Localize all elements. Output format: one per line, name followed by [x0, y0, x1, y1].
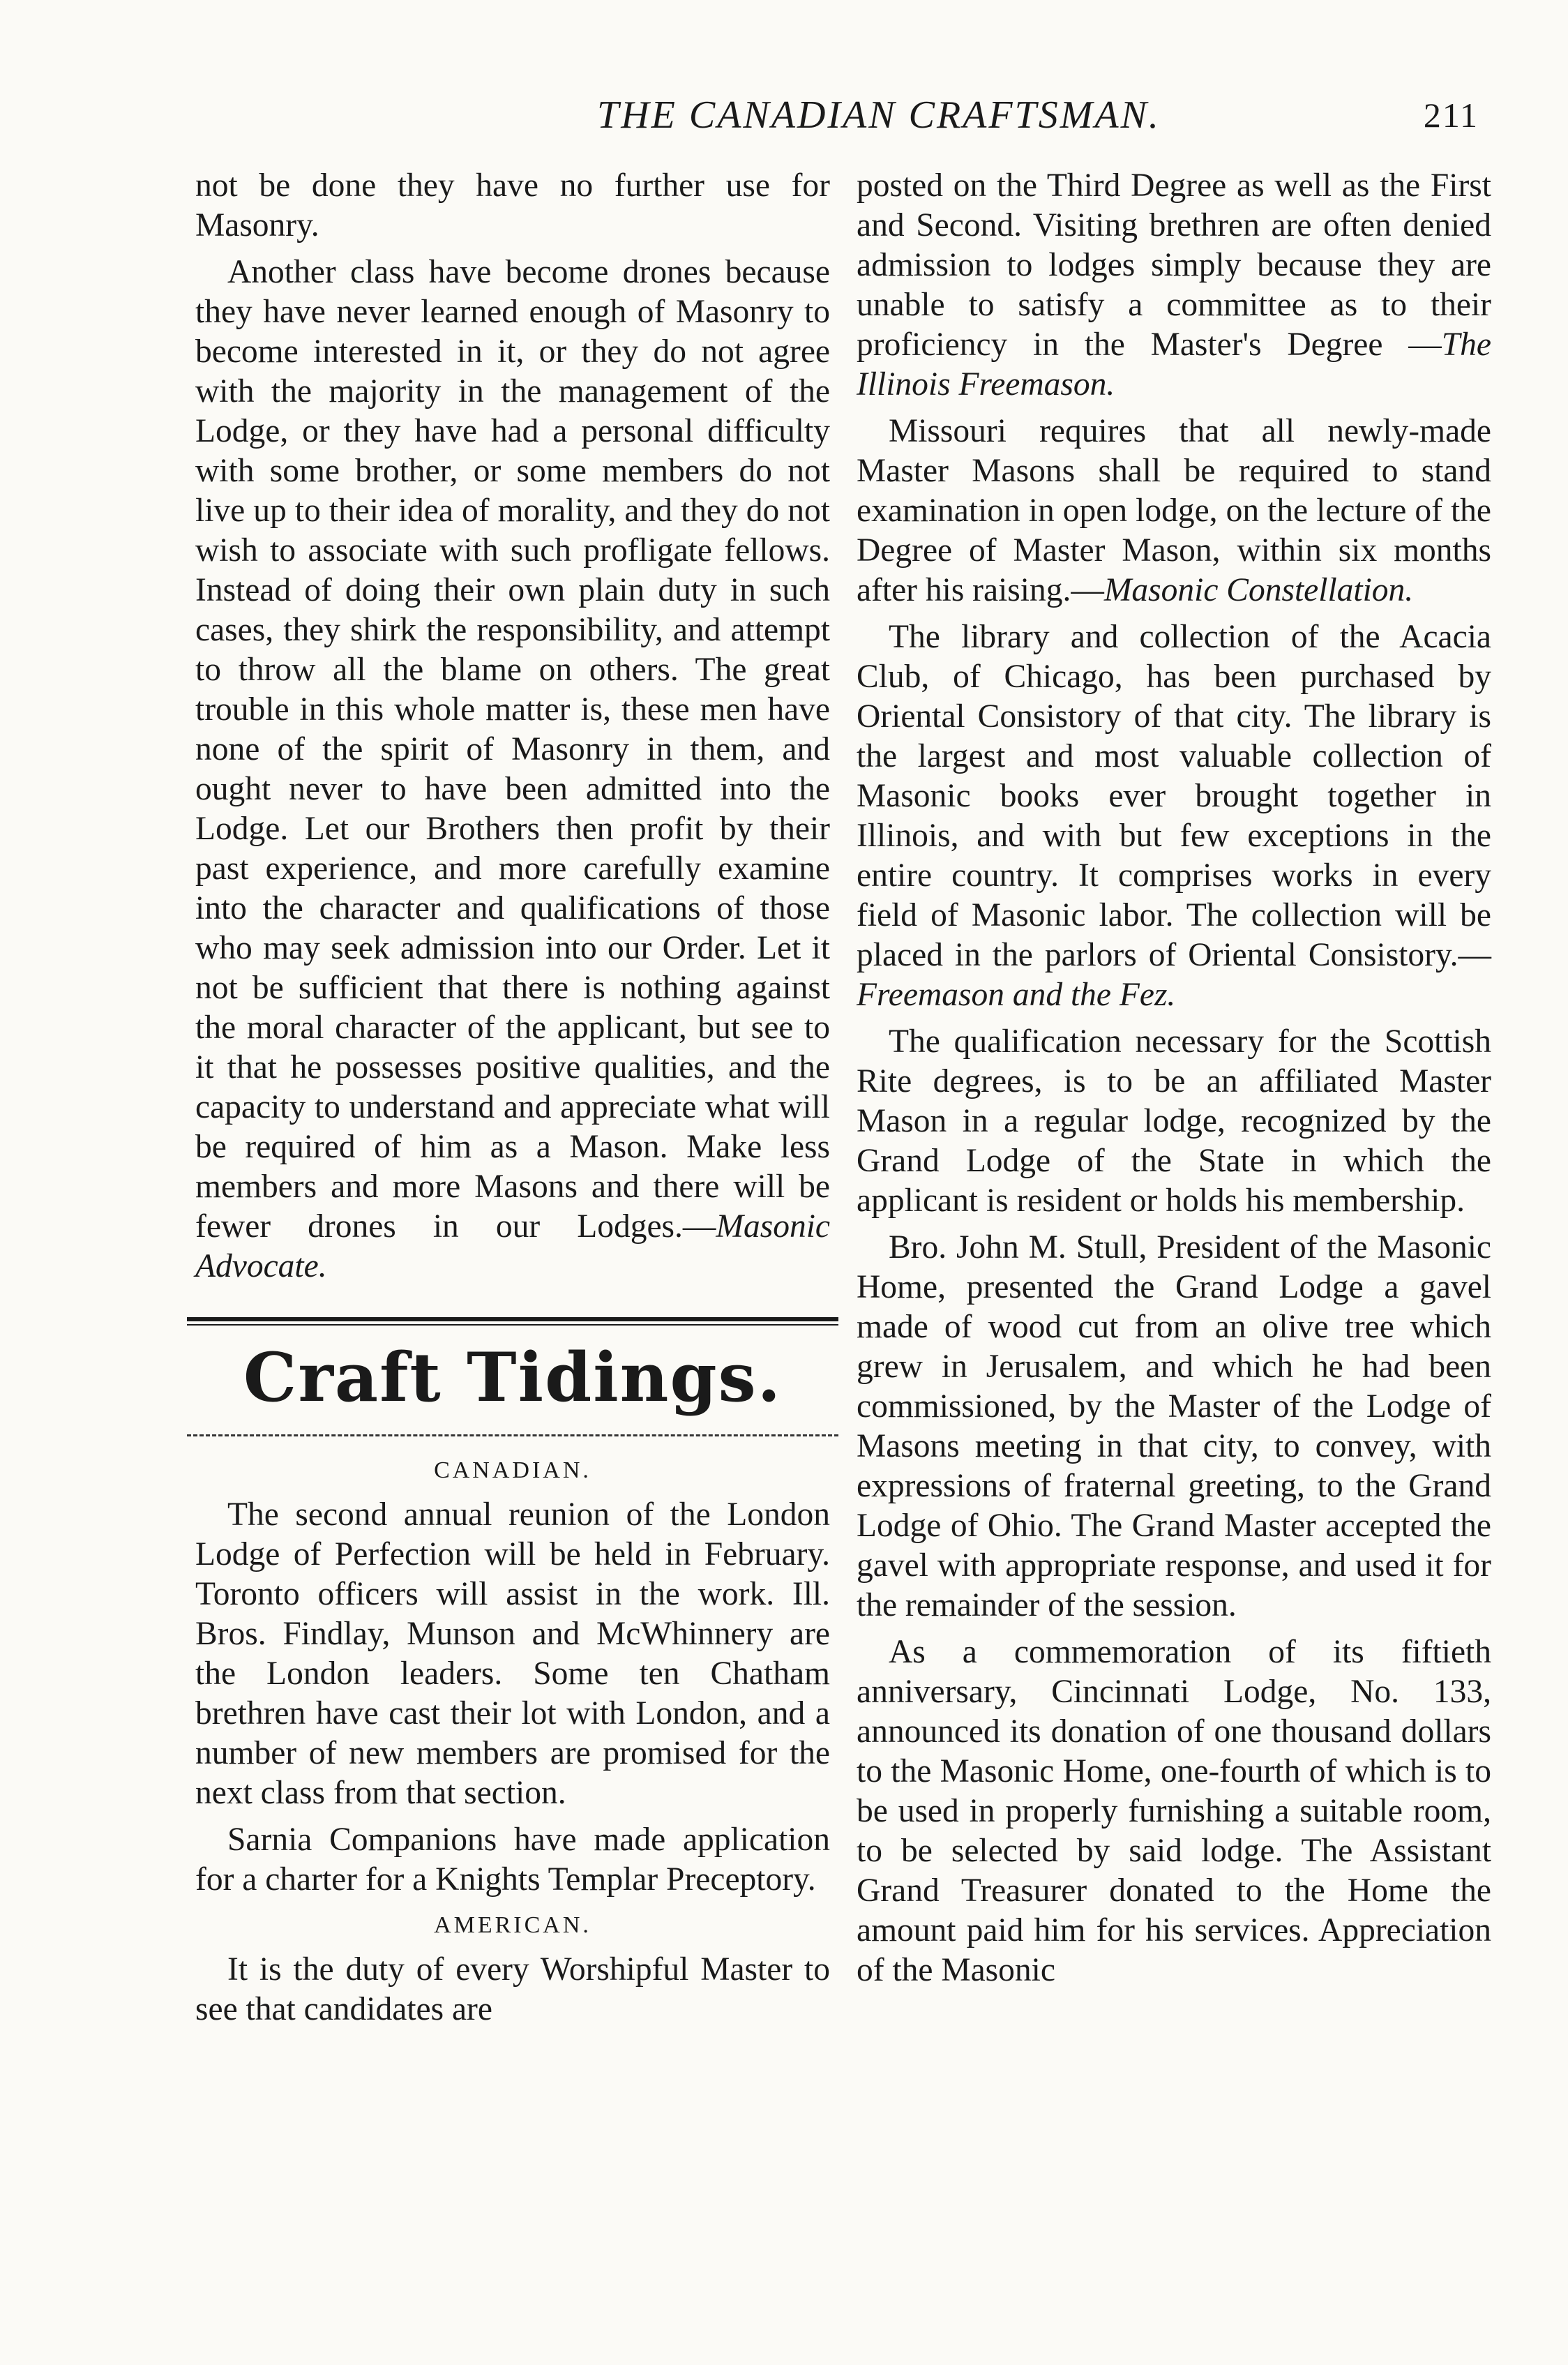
paragraph-text: posted on the Third Degree as well as the First and Second. Visiting brethren are often denied admission to lodges simply because they are unable to satisfy a committee as to their proficiency in the Master's Degree —: [857, 167, 1491, 363]
section-rule: [187, 1317, 838, 1321]
running-title: THE CANADIAN CRAFTSMAN.: [597, 93, 1161, 137]
subheading-canadian: CANADIAN.: [434, 1457, 591, 1483]
paragraph: [857, 166, 1491, 405]
paragraph-text: Another class have become drones because they have never learned enough of Masonry to become interested in it, or they do not agree with the majority in the management of the Lodge, or they have had a personal difficulty with some brother, or some members do not live up to their idea of morality, and they do not wish to associate with such profligate fellows. Instead of doing their own plain duty in such cases, they shirk the responsibility, and attempt to throw all the blame on others. The great trouble in this whole matter is, these men have none of the spirit of Masonry in them, and ought never to have been admitted into the Lodge. Let our Brothers then profit by their past experience, and more carefully examine into the character and qualifications of those who may seek admission into our Order. Let it not be sufficient that there is nothing against the moral character of the applicant, but see to it that he possesses positive qualities, and the capacity to understand and appreciate what will be required of him as a Mason. Make less members and more Masons and there will be fewer drones in our Lodges.—: [195, 254, 830, 1245]
source-citation: Freemason and the Fez.: [857, 977, 1176, 1013]
paragraph: It is the duty of every Worshipful Master to see that candidates are: [195, 1951, 830, 2027]
paragraph: Sarnia Companions have made application for a charter for a Knights Templar Preceptory.: [195, 1822, 830, 1898]
source-citation: Masonic Advocate.: [195, 1208, 830, 1284]
section-divider: [187, 1434, 838, 1436]
paragraph: The qualification necessary for the Scottish Rite degrees, is to be an affiliated Master Mason in a regular lodge, recognized by the Grand Lodge of the State in which the applicant is resident or holds his membership.: [857, 1023, 1491, 1219]
page-number: 211: [1423, 96, 1479, 135]
paragraph: As a commemoration of its fiftieth anniversary, Cincinnati Lodge, No. 133, announced its donation of one thousand dollars to the Masonic Home, one-fourth of which is to be used in properly furnishing a suitable room, to be selected by said lodge. The Assistant Grand Treasurer donated to the Home the amount paid him for his services. Appreciation of the Masonic: [857, 1634, 1491, 1988]
paragraph: [857, 617, 1491, 1015]
subheading-american: AMERICAN.: [434, 1912, 591, 1938]
section-title: Craft Tidings.: [243, 1338, 783, 1417]
right-column: [857, 166, 1491, 1997]
paragraph: [857, 412, 1491, 610]
source-citation: The Illinois Freemason.: [857, 326, 1491, 403]
paragraph: Bro. John M. Stull, President of the Masonic Home, presented the Grand Lodge a gavel made of wood cut from an olive tree which grew in Jerusalem, and which he had been commissioned, by the Master of the Lodge of Masons meeting in that city, to convey, with expressions of fraternal greeting, to the Grand Lodge of Ohio. The Grand Master accepted the gavel with appropriate response, and used it for the remainder of the session.: [857, 1229, 1491, 1623]
paragraph-text: Missouri requires that all newly-made Master Masons shall be required to stand examination in open lodge, on the lecture of the Degree of Master Mason, within six months after his raising.—: [857, 413, 1491, 608]
paragraph: not be done they have no further use for Masonry.: [195, 167, 830, 243]
paragraph: [195, 253, 830, 1286]
source-citation: Masonic Constellation.: [1103, 572, 1414, 608]
left-column: [195, 166, 830, 2036]
paragraph: The second annual reunion of the London Lodge of Perfection will be held in February. Toronto officers will assist in the work. Ill. Bros. Findlay, Munson and McWhinnery are the London leaders. Some ten Chatham brethren have cast their lot with London, and a number of new members are promised for the next class from that section.: [195, 1496, 830, 1811]
paragraph-text: The library and collection of the Acacia Club, of Chicago, has been purchased by Oriental Consistory of that city. The library is the largest and most valuable collection of Masonic books ever brought together in Illinois, and with but few exceptions in the entire country. It comprises works in every field of Masonic labor. The collection will be placed in the parlors of Oriental Consistory.—: [857, 619, 1491, 973]
page-header: [167, 84, 1479, 147]
